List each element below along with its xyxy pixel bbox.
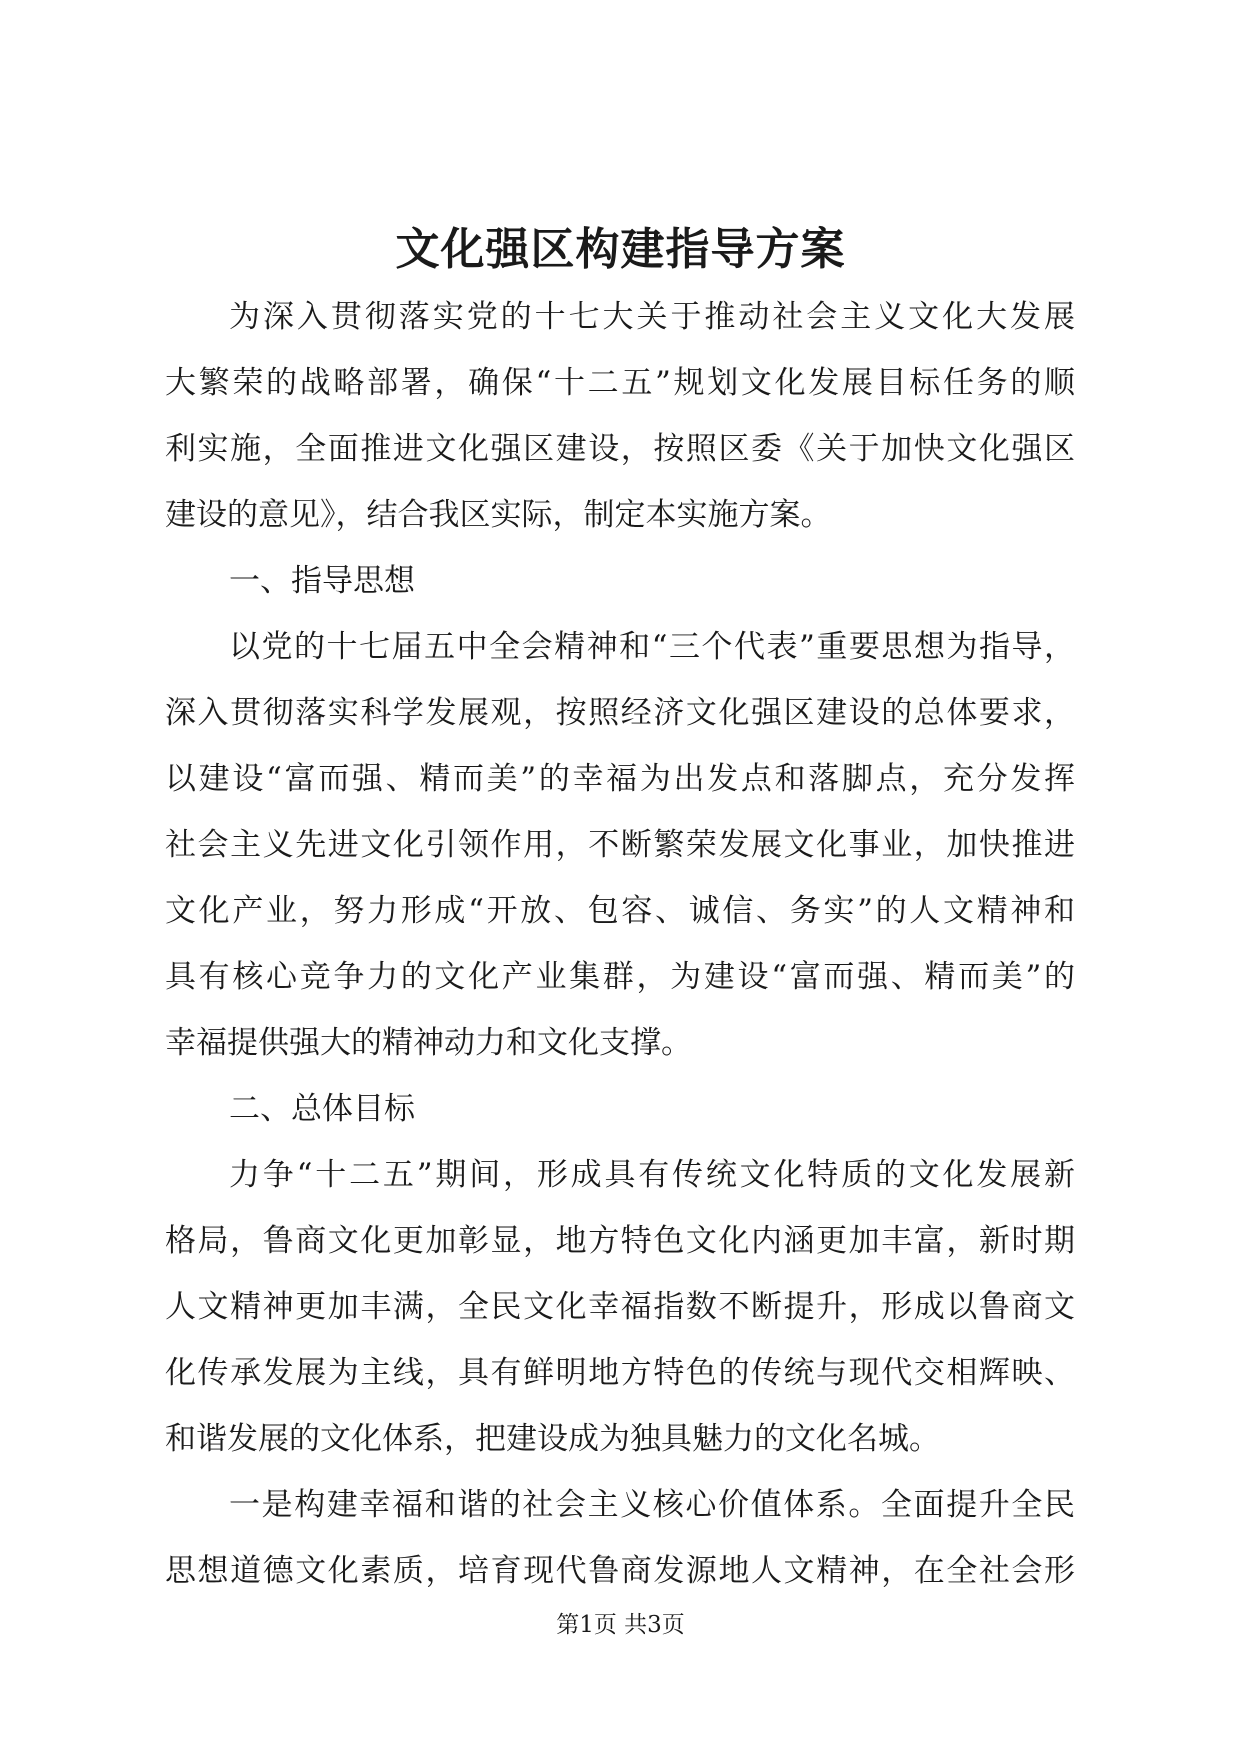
paragraph-intro-line-1: 为深入贯彻落实党的十七大关于推动社会主义文化大发展 bbox=[229, 299, 1075, 335]
paragraph-guiding-line-4: 社会主义先进文化引领作用，不断繁荣发展文化事业，加快推进 bbox=[165, 827, 1075, 863]
paragraph-guiding-line-2: 深入贯彻落实科学发展观，按照经济文化强区建设的总体要求， bbox=[165, 695, 1075, 731]
paragraph-guiding-line-6: 具有核心竞争力的文化产业集群，为建设“富而强、精而美”的 bbox=[165, 959, 1075, 995]
paragraph-goal-line-5: 和谐发展的文化体系，把建设成为独具魅力的文化名城。 bbox=[165, 1421, 940, 1457]
paragraph-guiding-line-3: 以建设“富而强、精而美”的幸福为出发点和落脚点，充分发挥 bbox=[165, 761, 1075, 797]
paragraph-goal-line-1: 力争“十二五”期间，形成具有传统文化特质的文化发展新 bbox=[229, 1157, 1075, 1193]
paragraph-guiding-line-5: 文化产业，努力形成“开放、包容、诚信、务实”的人文精神和 bbox=[165, 893, 1075, 929]
section-heading-guiding-thought: 一、指导思想 bbox=[229, 563, 415, 599]
paragraph-guiding-line-1: 以党的十七届五中全会精神和“三个代表”重要思想为指导， bbox=[229, 629, 1075, 665]
paragraph-goal-line-2: 格局，鲁商文化更加彰显，地方特色文化内涵更加丰富，新时期 bbox=[165, 1223, 1075, 1259]
paragraph-intro-line-3: 利实施，全面推进文化强区建设，按照区委《关于加快文化强区 bbox=[165, 431, 1075, 467]
page-number-footer: 第1页 共3页 bbox=[556, 1612, 685, 1638]
paragraph-first-item-line-1: 一是构建幸福和谐的社会主义核心价值体系。全面提升全民 bbox=[229, 1487, 1075, 1523]
section-heading-overall-goal: 二、总体目标 bbox=[229, 1091, 415, 1127]
paragraph-goal-line-4: 化传承发展为主线，具有鲜明地方特色的传统与现代交相辉映、 bbox=[165, 1355, 1075, 1391]
paragraph-intro-line-4: 建设的意见》，结合我区实际，制定本实施方案。 bbox=[165, 497, 832, 533]
paragraph-goal-line-3: 人文精神更加丰满，全民文化幸福指数不断提升，形成以鲁商文 bbox=[165, 1289, 1075, 1325]
paragraph-intro-line-2: 大繁荣的战略部署，确保“十二五”规划文化发展目标任务的顺 bbox=[165, 365, 1075, 401]
document-body bbox=[165, 284, 1075, 1604]
paragraph-first-item-line-2: 思想道德文化素质，培育现代鲁商发源地人文精神，在全社会形 bbox=[165, 1553, 1075, 1589]
document-title: 文化强区构建指导方案 bbox=[395, 224, 846, 275]
paragraph-guiding-line-7: 幸福提供强大的精神动力和文化支撑。 bbox=[165, 1025, 692, 1061]
